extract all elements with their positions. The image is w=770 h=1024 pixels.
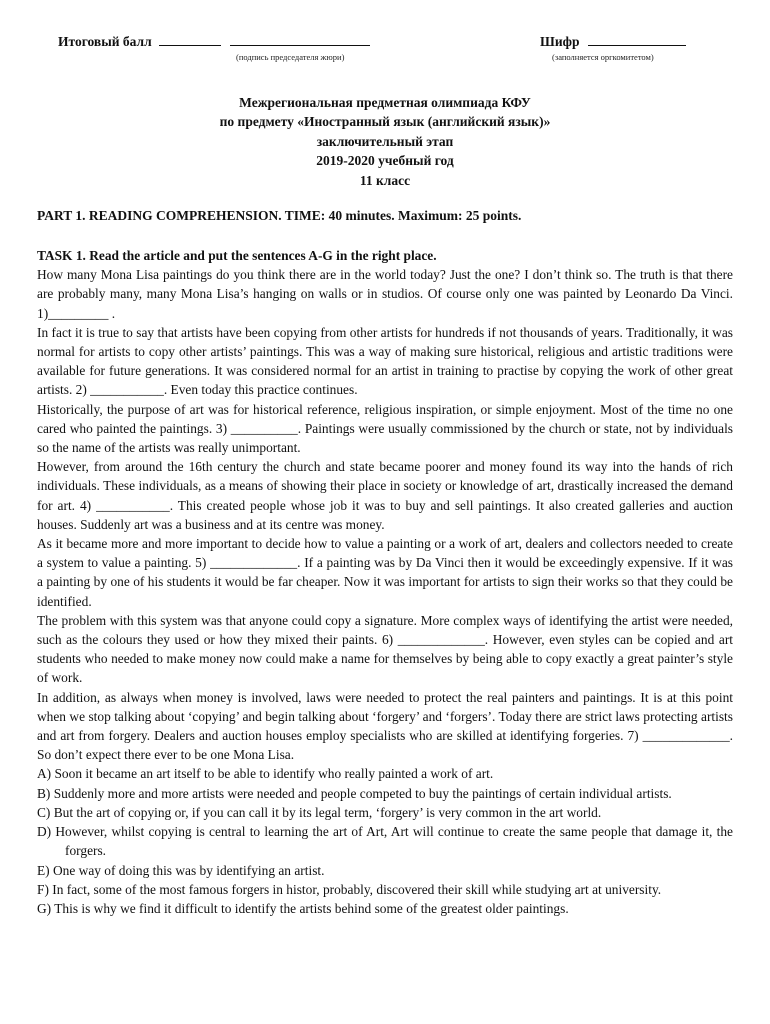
cipher-sublabel: (заполняется оргкомитетом) — [552, 52, 654, 62]
article-body — [37, 246, 733, 918]
option-f: F) In fact, some of the most famous forgers in histor, probably, discovered their skill while studying art at university. — [37, 881, 662, 897]
article-paragraph: However, from around the 16th century the church and state became poorer and money found its way into the hands of rich individuals. These individuals, as a means of showing their place in society or knowledge of art, drastically increased the demand for art. 4) ___________. This created people whose job it was to buy and sell paintings. It also created galleries and auction houses. Suddenly art was a business and at its centre was money. — [37, 459, 733, 532]
article-paragraph: As it became more and more important to decide how to value a painting or a work of art, dealers and collectors needed to create a system to value a painting. 5) _____________. If a painting was by Da Vinci then it would be exceedingly expensive. If it was a painting by one of his students it would be far cheaper. Now it was important for artists to sign their works so that they could be identified. — [37, 536, 733, 609]
score-label: Итоговый балл — [58, 34, 152, 49]
option-a: A) Soon it became an art itself to be able to identify who really painted a work of art. — [37, 766, 494, 782]
document-title — [0, 93, 770, 190]
article-paragraph: How many Mona Lisa paintings do you think there are in the world today? Just the one? I don’t think so. The truth is that there are probably many, many Mona Lisa’s hanging on walls or in studios. Of course only one was painted by Leonardo Da Vinci. 1)_________ . — [37, 267, 733, 321]
score-field — [58, 33, 370, 50]
article-paragraph: The problem with this system was that anyone could copy a signature. More complex ways of identifying the artist were needed, such as the colours they used or how they mixed their paints. 6) _____________. However, even styles can be copied and art students who needed to make money now could make a name for themselves by being able to copy exactly a great painter’s style of work. — [37, 612, 733, 686]
option-d: D) However, whilst copying is central to learning the art of Art, Art will continue to create the same people that damage it, the forgers. — [37, 824, 733, 859]
title-line: 11 класс — [359, 172, 411, 188]
title-line: 2019-2020 учебный год — [316, 153, 454, 169]
article-paragraph: In addition, as always when money is involved, laws were needed to protect the real painters and paintings. It is at this point when we stop talking about ‘copying’ and begin talking about ‘forgery’ and ‘forgers’. Today there are strict laws protecting artists and art from forgery. Dealers and auction houses employ specialists who are skilled at identifying forgeries. 7) _____________. So don’t expect there ever to be one Mona Lisa. — [37, 689, 733, 763]
title-line: по предмету «Иностранный язык (английский язык)» — [219, 114, 551, 130]
option-b: B) Suddenly more and more artists were needed and people competed to buy the paintings of certain individual artists. — [37, 785, 672, 801]
option-e: E) One way of doing this was by identifying an artist. — [37, 862, 325, 878]
score-sublabel: (подпись председателя жюри) — [236, 52, 345, 62]
option-g: G) This is why we find it difficult to identify the artists behind some of the greatest older paintings. — [37, 900, 569, 916]
article-paragraph: Historically, the purpose of art was for historical reference, religious inspiration, or simple enjoyment. Most of the time no one cared who painted the paintings. 3) __________. Paintings were usually commissioned by the church or state, not by individuals so the name of the artists was really unimportant. — [37, 401, 733, 456]
title-line: заключительный этап — [316, 133, 454, 149]
article-paragraph: In fact it is true to say that artists have been copying from other artists for hundreds if not thousands of years. Traditionally, it was normal for artists to copy other artists’ paintings. This was a way of making sure historical, religious and artistic traditions were available for future generations. It was considered normal for an artist in training to practise by copying the work of other great artists. 2) ___________. Even today this practice continues. — [37, 324, 733, 398]
option-c: C) But the art of copying or, if you can call it by its legal term, ‘forgery’ is very common in the art world. — [37, 804, 602, 820]
chair-signature-line — [230, 33, 370, 46]
cipher-field — [540, 33, 686, 50]
part-heading: PART 1. READING COMPREHENSION. TIME: 40 minutes. Maximum: 25 points. — [37, 208, 522, 223]
title-line: Межрегиональная предметная олимпиада КФУ — [239, 95, 531, 110]
score-blank-line — [159, 33, 221, 46]
task-heading: TASK 1. Read the article and put the sentences A-G in the right place. — [37, 248, 437, 263]
cipher-blank-line — [588, 33, 686, 46]
cipher-label: Шифр — [540, 34, 580, 49]
